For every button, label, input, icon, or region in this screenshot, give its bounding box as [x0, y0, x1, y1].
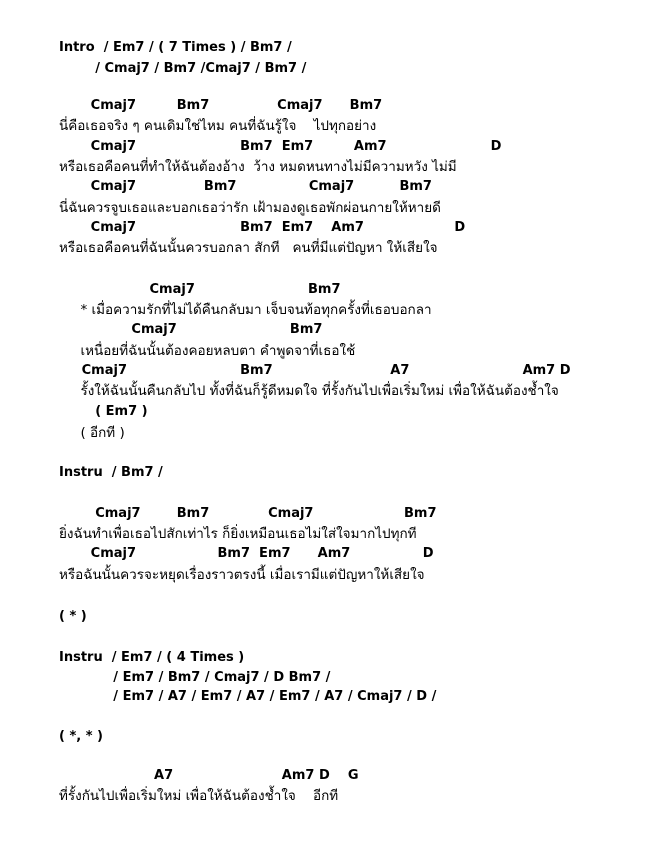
lyric-line: หรือเธอคือคนที่ทำให้ฉันต้องอ้าง ว้าง หมดหนทางไม่มีความหวัง ไม่มี: [59, 159, 457, 175]
lyric-line: หรือฉันนั้นควรจะหยุดเรื่องราวตรงนี้ เมื่อเรามีแต่ปัญหาให้เสียใจ: [59, 567, 425, 583]
repeat-marker: ( * ): [59, 609, 87, 624]
lyric-line: หรือเธอคือคนที่ฉันนั้นควรบอกลา สักที คนที่มีแต่ปัญหา ให้เสียใจ: [59, 240, 438, 256]
chorus-chord-line: Cmaj7 Bm7: [59, 322, 323, 337]
chord-line: Cmaj7 Bm7 Cmaj7 Bm7: [59, 98, 383, 113]
instru-line: Instru / Bm7 /: [59, 465, 163, 480]
repeat-marker: ( *, * ): [59, 729, 103, 744]
lyric-line: ยิ่งฉันทำเพื่อเธอไปสักเท่าไร ก็ยิ่งเหมือนเธอไม่ใส่ใจมากไปทุกที: [59, 526, 417, 542]
chord-line: Cmaj7 Bm7 Em7 Am7 D: [59, 220, 466, 235]
chord-line: Cmaj7 Bm7 Em7 Am7 D: [59, 546, 434, 561]
chorus-chord-line: Cmaj7 Bm7: [59, 282, 341, 297]
outro-chord-line: A7 Am7 D G: [59, 768, 359, 783]
chord-line: Cmaj7 Bm7 Cmaj7 Bm7: [59, 179, 432, 194]
chorus-lyric-line: ( อีกที ): [59, 425, 125, 441]
outro-lyric-line: ที่รั้งกันไปเพื่อเริ่มใหม่ เพื่อให้ฉันต้องช้ำใจ อีกที: [59, 788, 339, 804]
instru-line: / Em7 / A7 / Em7 / A7 / Em7 / A7 / Cmaj7 / D /: [59, 689, 437, 704]
chorus-lyric-line: * เมื่อความรักที่ไม่ได้คืนกลับมา เจ็บจนท้อทุกครั้งที่เธอบอกลา: [59, 302, 432, 318]
instru-line: / Em7 / Bm7 / Cmaj7 / D Bm7 /: [59, 670, 331, 685]
chorus-chord-line: ( Em7 ): [59, 404, 148, 419]
chord-line: Cmaj7 Bm7 Cmaj7 Bm7: [59, 506, 437, 521]
chorus-lyric-line: รั้งให้ฉันนั้นคืนกลับไป ทั้งที่ฉันก็รู้ดีหมดใจ ที่รั้งกันไปเพื่อเริ่มใหม่ เพื่อให้ฉันต้องช้ำใจ: [59, 383, 559, 399]
chorus-lyric-line: เหนื่อยที่ฉันนั้นต้องคอยหลบตา คำพูดจาที่เธอใช้: [59, 343, 356, 359]
lyric-line: นี่คือเธอจริง ๆ คนเดิมใช่ไหม คนที่ฉันรู้ใจ ไปทุกอย่าง: [59, 118, 377, 134]
instru-line: Instru / Em7 / ( 4 Times ): [59, 650, 245, 665]
chorus-chord-line: Cmaj7 Bm7 A7 Am7 D: [59, 363, 571, 378]
intro-line-2: / Cmaj7 / Bm7 /Cmaj7 / Bm7 /: [59, 61, 307, 76]
intro-line-1: Intro / Em7 / ( 7 Times ) / Bm7 /: [59, 40, 292, 55]
chord-line: Cmaj7 Bm7 Em7 Am7 D: [59, 139, 502, 154]
lyric-line: นี่ฉันควรจูบเธอและบอกเธอว่ารัก เฝ้ามองดูเธอพักผ่อนกายให้หายดี: [59, 200, 441, 216]
